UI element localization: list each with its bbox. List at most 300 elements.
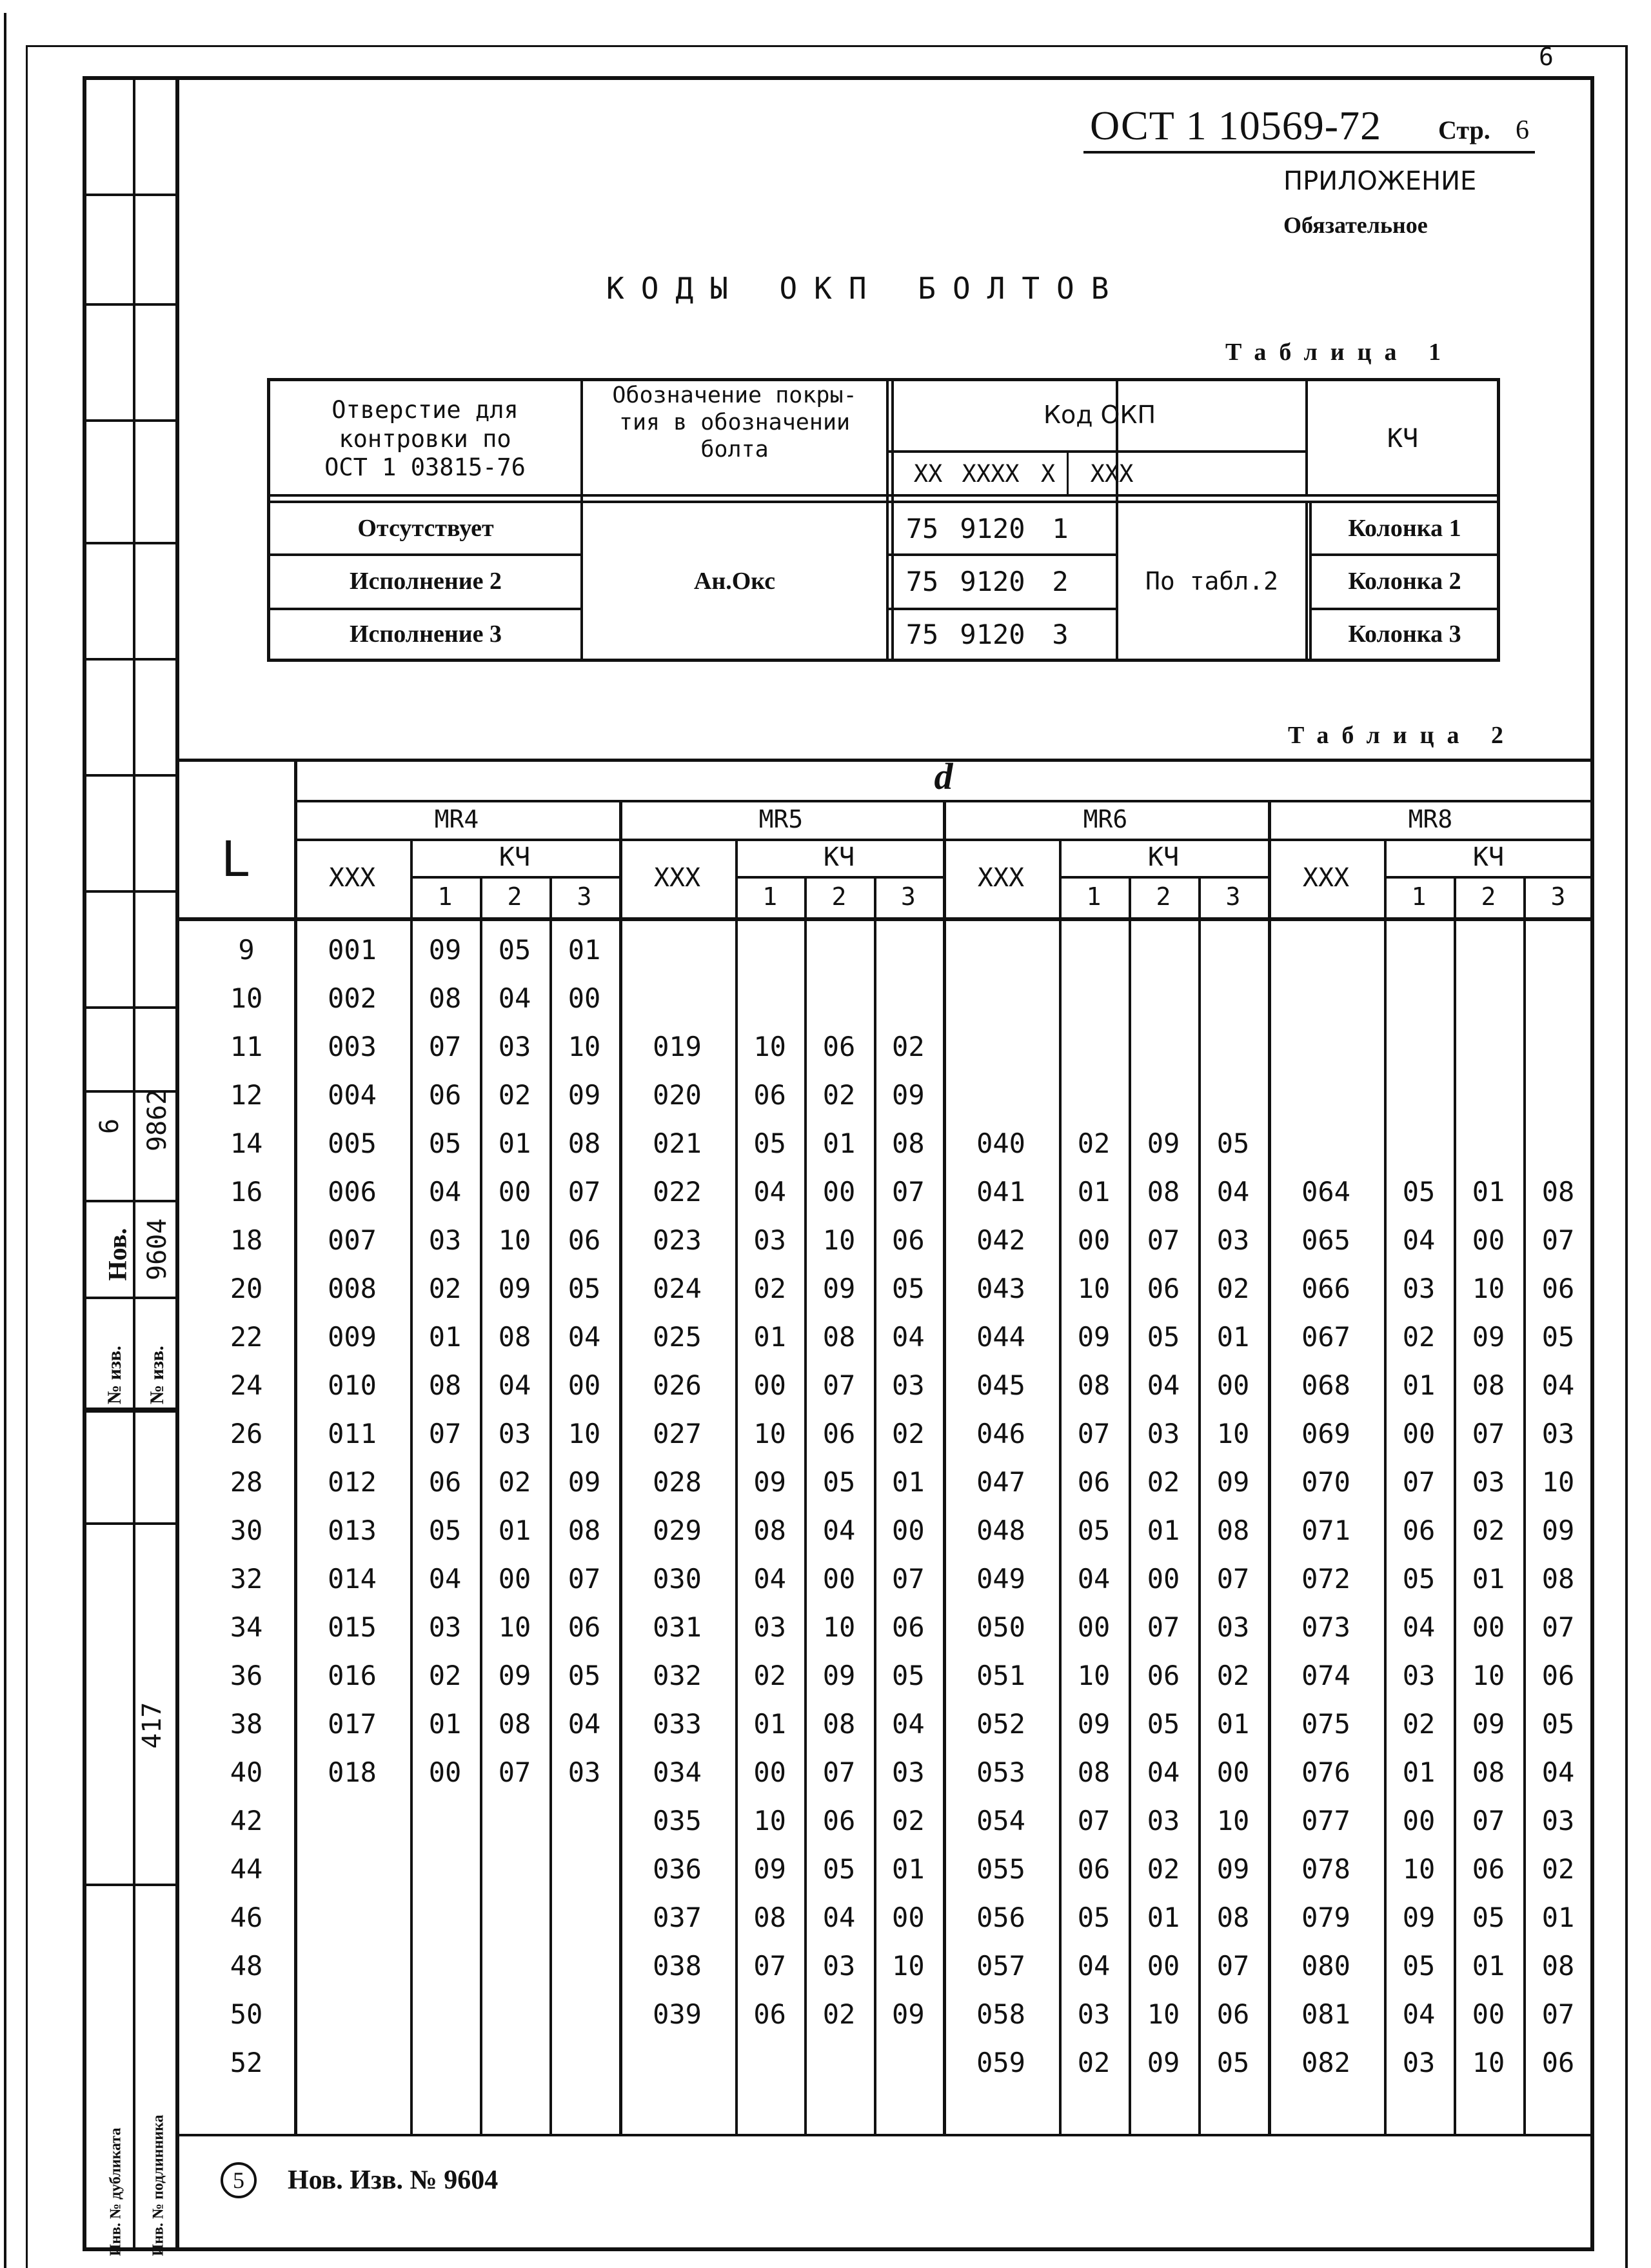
- t1-row3-code3: 3: [1052, 618, 1069, 650]
- t2-xxx-cell: 014: [328, 1562, 377, 1595]
- t2-kch-sep: [1198, 876, 1201, 2134]
- t1-row1-code2: 9120: [960, 512, 1025, 544]
- t2-l-cell: 42: [230, 1804, 263, 1836]
- t2-l-cell: 34: [230, 1611, 263, 1643]
- t2-l-cell: 46: [230, 1901, 263, 1933]
- t2-kch-col-label: 2: [831, 882, 847, 911]
- margin-tick: [83, 1884, 179, 1886]
- t2-l-cell: 30: [230, 1514, 263, 1546]
- t2-xxx-cell: 019: [653, 1030, 702, 1062]
- t2-kch-cell: 09: [1402, 1901, 1436, 1933]
- t2-l-cell: 9: [238, 933, 255, 966]
- t2-kch-cell: 02: [498, 1079, 531, 1111]
- t2-kch-cell: 10: [822, 1611, 856, 1643]
- t2-kch-cell: 02: [498, 1466, 531, 1498]
- t2-kch-cell: 01: [753, 1320, 786, 1353]
- t2-kch-cell: 10: [1216, 1804, 1250, 1836]
- t2-xxx-cell: 029: [653, 1514, 702, 1546]
- t2-kch-cell: 07: [1216, 1949, 1250, 1982]
- t2-kch-cell: 09: [498, 1272, 531, 1304]
- t1-head-okp: Код ОКП: [1043, 401, 1156, 430]
- frame-left-outer: [4, 13, 6, 2268]
- t2-kch-sep: [1523, 876, 1526, 2134]
- t2-kch-cell: 07: [1472, 1804, 1505, 1836]
- t2-kch-cell: 04: [1077, 1562, 1111, 1595]
- t2-kch-cell: 09: [428, 933, 462, 966]
- t2-l-cell: 36: [230, 1659, 263, 1691]
- t2-kch-cell: 00: [822, 1175, 856, 1208]
- t2-xxx-cell: 054: [976, 1804, 1025, 1836]
- t2-xxx-cell: 002: [328, 982, 377, 1014]
- t2-kch-cell: 08: [568, 1514, 601, 1546]
- t2-kch-cell: 00: [1216, 1756, 1250, 1788]
- table1-caption: Таблица 1: [1225, 339, 1454, 366]
- t2-l-cell: 26: [230, 1417, 263, 1449]
- t1-row1-hole: Отсутствует: [357, 515, 494, 542]
- t2-xxx-cell: 030: [653, 1562, 702, 1595]
- t2-kch-cell: 01: [1472, 1949, 1505, 1982]
- t2-kch-cell: 10: [1472, 2046, 1505, 2078]
- t2-xxx-cell: 069: [1301, 1417, 1350, 1449]
- doc-code: ОСТ 1 10569-72: [1090, 103, 1382, 148]
- frame-left-strip: [26, 45, 28, 2268]
- t2-group-label: MR6: [1083, 805, 1128, 833]
- t2-xxx-cell: 027: [653, 1417, 702, 1449]
- t2-xxx-cell: 026: [653, 1369, 702, 1401]
- t2-xxx-cell: 010: [328, 1369, 377, 1401]
- t2-kch-cell: 04: [892, 1320, 925, 1353]
- margin-tick: [83, 542, 179, 544]
- t2-xxx-cell: 015: [328, 1611, 377, 1643]
- t2-kch-cell: 01: [1147, 1514, 1180, 1546]
- t2-kch-cell: 04: [498, 982, 531, 1014]
- t2-kch-cell: 02: [753, 1272, 786, 1304]
- t2-kch-cell: 00: [1147, 1949, 1180, 1982]
- t2-kch-cell: 01: [1472, 1175, 1505, 1208]
- t2-kch-cell: 09: [498, 1659, 531, 1691]
- t2-kch-cell: 05: [1402, 1562, 1436, 1595]
- t2-xxx-cell: 011: [328, 1417, 377, 1449]
- t2-kch-cell: 04: [1402, 1611, 1436, 1643]
- margin-tick: [83, 774, 179, 777]
- t2-kch-cell: 10: [822, 1224, 856, 1256]
- margin-tick: [83, 303, 179, 306]
- t2-kch-cell: 07: [1147, 1611, 1180, 1643]
- t2-xxx-cell: 037: [653, 1901, 702, 1933]
- margin-izv-label-2: № изв.: [146, 1346, 168, 1404]
- t2-kch-cell: 05: [1402, 1175, 1436, 1208]
- t2-xxx-cell: 079: [1301, 1901, 1350, 1933]
- t2-kch-col-label: 1: [762, 882, 778, 911]
- t2-xxx-cell: 047: [976, 1466, 1025, 1498]
- t2-kch-cell: 01: [568, 933, 601, 966]
- t2-kch-label: КЧ: [1147, 842, 1180, 872]
- t2-kch-cell: 05: [822, 1466, 856, 1498]
- frame-top-outer: [26, 45, 1625, 47]
- t1-head-hole-line1: Отверстие для: [331, 396, 519, 424]
- t2-l-cell: 52: [230, 2046, 263, 2078]
- t2-kch-cell: 07: [1077, 1417, 1111, 1449]
- t2-kch-cell: 04: [822, 1514, 856, 1546]
- t2-kch-cell: 10: [1472, 1659, 1505, 1691]
- t2-kch-cell: 08: [498, 1707, 531, 1740]
- t2-xxx-cell: 052: [976, 1707, 1025, 1740]
- t2-l-cell: 16: [230, 1175, 263, 1208]
- t2-kch-cell: 01: [822, 1127, 856, 1159]
- t2-xxx-cell: 028: [653, 1466, 702, 1498]
- t2-kch-cell: 01: [892, 1466, 925, 1498]
- t2-kch-cell: 04: [1147, 1756, 1180, 1788]
- t2-xxx-cell: 072: [1301, 1562, 1350, 1595]
- t2-kch-cell: 03: [1147, 1804, 1180, 1836]
- t2-kch-cell: 01: [1077, 1175, 1111, 1208]
- t2-kch-cell: 02: [1077, 2046, 1111, 2078]
- t2-kch-cell: 07: [1541, 1998, 1575, 2030]
- t2-kch-cell: 00: [568, 982, 601, 1014]
- page-label: Стр.: [1438, 115, 1490, 144]
- margin-tick: [83, 194, 179, 196]
- t2-kch-cell: 08: [753, 1514, 786, 1546]
- t2-l-cell: 28: [230, 1466, 263, 1498]
- t2-l-cell: 11: [230, 1030, 263, 1062]
- t2-kch-cell: 06: [1147, 1659, 1180, 1691]
- t2-kch-cell: 00: [1147, 1562, 1180, 1595]
- footnote-text: Нов. Изв. № 9604: [288, 2165, 499, 2195]
- t1-row3-kch: Колонка 3: [1348, 621, 1461, 648]
- t2-kch-col-label: 1: [1411, 882, 1427, 911]
- t2-kch-sep: [1129, 876, 1131, 2134]
- t2-kch-cell: 05: [1402, 1949, 1436, 1982]
- t2-head-bottom: [175, 917, 1593, 921]
- t2-kch-col-label: 2: [507, 882, 522, 911]
- t2-kch-label: КЧ: [499, 842, 531, 872]
- t2-kch-cell: 03: [498, 1417, 531, 1449]
- t2-kch-cell: 04: [1541, 1756, 1575, 1788]
- t2-kch-cell: 08: [428, 1369, 462, 1401]
- t2-kch-cell: 05: [1541, 1320, 1575, 1353]
- t2-xxx-cell: 040: [976, 1127, 1025, 1159]
- t2-kch-cell: 07: [428, 1417, 462, 1449]
- t2-kch-cell: 01: [1216, 1707, 1250, 1740]
- t2-xxx-cell: 001: [328, 933, 377, 966]
- t2-kch-cell: 01: [1472, 1562, 1505, 1595]
- t2-kch-cell: 03: [892, 1369, 925, 1401]
- t2-kch-cell: 03: [1472, 1466, 1505, 1498]
- t2-kch-cell: 06: [428, 1466, 462, 1498]
- t2-kch-cell: 04: [822, 1901, 856, 1933]
- t2-kch-cell: 06: [892, 1224, 925, 1256]
- t2-xxx-cell: 053: [976, 1756, 1025, 1788]
- t2-kch-sep: [1454, 876, 1456, 2134]
- t2-kch-cell: 01: [753, 1707, 786, 1740]
- t2-kch-cell: 09: [1147, 1127, 1180, 1159]
- t1-row2-kch: Колонка 2: [1348, 568, 1461, 595]
- t2-l-cell: 48: [230, 1949, 263, 1982]
- t2-xxx-cell: 005: [328, 1127, 377, 1159]
- t2-kch-cell: 10: [753, 1804, 786, 1836]
- t2-kch-cell: 08: [498, 1320, 531, 1353]
- margin-tick: [83, 1297, 179, 1299]
- t2-kch-cell: 06: [568, 1611, 601, 1643]
- t2-kch-cell: 01: [498, 1514, 531, 1546]
- t2-kch-cell: 01: [892, 1853, 925, 1885]
- t2-kch-cell: 10: [498, 1611, 531, 1643]
- t2-xxx-cell: 024: [653, 1272, 702, 1304]
- t1-okp-part4: XXX: [1090, 459, 1134, 488]
- t2-l-cell: 22: [230, 1320, 263, 1353]
- t2-kch-cell: 10: [1216, 1417, 1250, 1449]
- margin-dubl: Инв. № дубликата: [107, 2127, 124, 2256]
- t2-kch-cell: 08: [1472, 1756, 1505, 1788]
- t1-head-coating-line1: Обозначение покры-: [612, 383, 857, 408]
- t2-xxx-cell: 020: [653, 1079, 702, 1111]
- mandatory-label: Обязательное: [1283, 212, 1428, 238]
- t2-kch-cell: 08: [568, 1127, 601, 1159]
- t2-kch-cell: 02: [822, 1998, 856, 2030]
- t2-l-cell: 50: [230, 1998, 263, 2030]
- t2-kch-cell: 00: [892, 1514, 925, 1546]
- t2-xxx-cell: 012: [328, 1466, 377, 1498]
- margin-podl: Инв. № подлинника: [150, 2114, 167, 2256]
- t2-kch-cell: 05: [1147, 1320, 1180, 1353]
- t2-kch-cell: 08: [892, 1127, 925, 1159]
- t2-xxx-label: XXX: [977, 863, 1025, 893]
- t2-kch-cell: 09: [892, 1079, 925, 1111]
- t1-row2-code: 75: [905, 565, 939, 597]
- t2-xxx-cell: 044: [976, 1320, 1025, 1353]
- t2-kch-col-label: 3: [1225, 882, 1241, 911]
- t2-kch-cell: 09: [1472, 1707, 1505, 1740]
- t2-xxx-cell: 025: [653, 1320, 702, 1353]
- t2-kch-cell: 09: [1077, 1707, 1111, 1740]
- margin-tick: [83, 419, 179, 422]
- t2-kch-cell: 00: [822, 1562, 856, 1595]
- t2-kch-cell: 00: [568, 1369, 601, 1401]
- t2-kch-cell: 02: [753, 1659, 786, 1691]
- t2-kch-cell: 01: [1216, 1320, 1250, 1353]
- t2-xxx-cell: 068: [1301, 1369, 1350, 1401]
- margin-tick: [83, 1200, 179, 1202]
- t2-kch-cell: 09: [822, 1659, 856, 1691]
- t2-kch-cell: 02: [428, 1659, 462, 1691]
- t1-head-hole-line2: контровки по: [339, 424, 511, 453]
- t2-kch-cell: 03: [1216, 1224, 1250, 1256]
- t2-xxx-cell: 064: [1301, 1175, 1350, 1208]
- t2-xxx-cell: 073: [1301, 1611, 1350, 1643]
- t2-kch-cell: 09: [1147, 2046, 1180, 2078]
- t2-kch-cell: 08: [753, 1901, 786, 1933]
- t2-xxx-cell: 057: [976, 1949, 1025, 1982]
- t2-kch-cell: 07: [892, 1562, 925, 1595]
- margin-izv-2: 9604: [143, 1218, 172, 1280]
- frame-bottom: [83, 2247, 1594, 2251]
- t2-kch-cell: 07: [428, 1030, 462, 1062]
- t2-kch-cell: 04: [498, 1369, 531, 1401]
- t2-kch-cell: 03: [1541, 1417, 1575, 1449]
- page-title: КОДЫ ОКП БОЛТОВ: [606, 271, 1126, 306]
- t2-kch-cell: 09: [1216, 1466, 1250, 1498]
- t1-head-hole: [273, 384, 577, 494]
- t2-kch-cell: 02: [1216, 1659, 1250, 1691]
- t2-kch-cell: 06: [892, 1611, 925, 1643]
- t2-kch-col-label: 3: [577, 882, 592, 911]
- t2-xxx-cell: 021: [653, 1127, 702, 1159]
- t2-kch-cell: 05: [498, 933, 531, 966]
- t1-head-hole-line3: ОСТ 1 03815-76: [324, 453, 526, 482]
- t2-kch-cell: 06: [822, 1030, 856, 1062]
- t2-body-bottom: [175, 2134, 1593, 2136]
- t2-kch-cell: 03: [753, 1224, 786, 1256]
- t2-xxx-cell: 049: [976, 1562, 1025, 1595]
- t2-kch-cell: 08: [822, 1707, 856, 1740]
- t2-kch-cell: 07: [498, 1756, 531, 1788]
- t2-l-cell: 24: [230, 1369, 263, 1401]
- t2-kch-cell: 00: [892, 1901, 925, 1933]
- t2-l-label: L: [221, 830, 249, 888]
- t2-kch-cell: 07: [1472, 1417, 1505, 1449]
- t2-kch-cell: 09: [1541, 1514, 1575, 1546]
- t2-kch-cell: 04: [1402, 1998, 1436, 2030]
- t2-kch-cell: 00: [1472, 1611, 1505, 1643]
- t2-kch-cell: 06: [568, 1224, 601, 1256]
- t2-kch-cell: 08: [1541, 1562, 1575, 1595]
- t2-kch-cell: 01: [428, 1320, 462, 1353]
- t2-kch-cell: 01: [428, 1707, 462, 1740]
- t2-xxx-cell: 066: [1301, 1272, 1350, 1304]
- t2-kch-cell: 06: [822, 1804, 856, 1836]
- t2-kch-cell: 04: [753, 1562, 786, 1595]
- t1-row3-hole: Исполнение 3: [349, 621, 502, 648]
- t2-xxx-cell: 082: [1301, 2046, 1350, 2078]
- t2-xxx-cell: 007: [328, 1224, 377, 1256]
- t2-xxx-cell: 009: [328, 1320, 377, 1353]
- t1-head-coating: [586, 382, 884, 492]
- t2-kch-cell: 07: [1541, 1224, 1575, 1256]
- t2-l-cell: 18: [230, 1224, 263, 1256]
- t2-kch-cell: 02: [1402, 1320, 1436, 1353]
- t2-kch-cell: 04: [568, 1707, 601, 1740]
- t2-kch-cell: 08: [1147, 1175, 1180, 1208]
- t2-kch-cell: 10: [568, 1030, 601, 1062]
- t2-kch-cell: 02: [892, 1804, 925, 1836]
- t1-row1-code: 75: [905, 512, 939, 544]
- t2-xxx-cell: 081: [1301, 1998, 1350, 2030]
- t2-kch-cell: 08: [1541, 1949, 1575, 1982]
- revision-mark: 5: [221, 2162, 257, 2198]
- t2-kch-col-label: 1: [1086, 882, 1102, 911]
- t2-kch-cell: 07: [753, 1949, 786, 1982]
- t2-xxx-label: XXX: [653, 863, 701, 893]
- t2-kch-cell: 00: [1472, 1224, 1505, 1256]
- table2-caption: Таблица 2: [1288, 722, 1517, 749]
- t2-kch-cell: 09: [1077, 1320, 1111, 1353]
- t2-xxx-cell: 078: [1301, 1853, 1350, 1885]
- t1-row3-code: 75: [905, 618, 939, 650]
- t2-kch-cell: 06: [753, 1998, 786, 2030]
- t2-kch-cell: 05: [1216, 1127, 1250, 1159]
- t2-kch-cell: 10: [568, 1417, 601, 1449]
- t2-kch-cell: 03: [498, 1030, 531, 1062]
- t1-coating-value: Ан.Окс: [693, 568, 776, 595]
- t2-kch-cell: 00: [1077, 1611, 1111, 1643]
- t2-kch-cell: 07: [1077, 1804, 1111, 1836]
- margin-border-2: [133, 76, 135, 2251]
- t2-kch-cell: 03: [1402, 1659, 1436, 1691]
- t2-kch-cell: 08: [428, 982, 462, 1014]
- t2-kch-cell: 03: [753, 1611, 786, 1643]
- t2-xxx-cell: 016: [328, 1659, 377, 1691]
- t2-kch-cell: 05: [892, 1272, 925, 1304]
- t2-kch-cell: 04: [1077, 1949, 1111, 1982]
- t2-xxx-cell: 058: [976, 1998, 1025, 2030]
- t2-kch-cell: 05: [1077, 1514, 1111, 1546]
- t2-kch-cell: 00: [498, 1562, 531, 1595]
- t2-kch-cell: 07: [1402, 1466, 1436, 1498]
- t1-row2-code2: 9120: [960, 565, 1025, 597]
- t2-kch-cell: 03: [568, 1756, 601, 1788]
- t2-xxx-cell: 056: [976, 1901, 1025, 1933]
- t2-kch-cell: 07: [568, 1562, 601, 1595]
- t2-kch-cell: 10: [1077, 1272, 1111, 1304]
- frame-top: [83, 76, 1594, 80]
- margin-thick: [83, 1408, 179, 1413]
- margin-tick: [83, 1522, 179, 1525]
- t2-l-cell: 40: [230, 1756, 263, 1788]
- page-value: 6: [1516, 115, 1529, 145]
- t2-l-cell: 32: [230, 1562, 263, 1595]
- t2-kch-cell: 00: [1472, 1998, 1505, 2030]
- t1-head-coating-line3: болта: [700, 437, 769, 463]
- t2-kch-cell: 03: [428, 1611, 462, 1643]
- appendix-label: ПРИЛОЖЕНИЕ: [1283, 166, 1477, 196]
- t2-kch-cell: 04: [428, 1175, 462, 1208]
- t1-okp-part3: X: [1040, 459, 1056, 488]
- t2-kch-cell: 10: [1077, 1659, 1111, 1691]
- t2-kch-cell: 08: [822, 1320, 856, 1353]
- page-number: 6: [1539, 43, 1554, 71]
- t2-kch-cell: 09: [822, 1272, 856, 1304]
- t2-xxx-cell: 032: [653, 1659, 702, 1691]
- t2-kch-cell: 09: [753, 1853, 786, 1885]
- t2-xxx-cell: 041: [976, 1175, 1025, 1208]
- t2-kch-cell: 09: [753, 1466, 786, 1498]
- t2-kch-cell: 06: [1541, 1659, 1575, 1691]
- t2-kch-col-label: 2: [1156, 882, 1171, 911]
- t2-kch-cell: 03: [428, 1224, 462, 1256]
- t2-kch-cell: 05: [568, 1659, 601, 1691]
- t2-kch-cell: 02: [1402, 1707, 1436, 1740]
- t2-kch-cell: 09: [568, 1466, 601, 1498]
- t2-kch-col-label: 1: [437, 882, 453, 911]
- t2-kch-cell: 06: [1402, 1514, 1436, 1546]
- t2-kch-cell: 03: [1147, 1417, 1180, 1449]
- t2-xxx-cell: 077: [1301, 1804, 1350, 1836]
- t2-kch-cell: 05: [1147, 1707, 1180, 1740]
- t2-kch-cell: 10: [753, 1030, 786, 1062]
- t2-kch-cell: 05: [568, 1272, 601, 1304]
- t2-xxx-label: XXX: [328, 863, 376, 893]
- t2-kch-cell: 10: [1472, 1272, 1505, 1304]
- t2-left-top: [175, 759, 298, 762]
- t2-kch-cell: 08: [1077, 1756, 1111, 1788]
- t1-okp-part1: XX: [913, 459, 943, 488]
- t2-xxx-cell: 045: [976, 1369, 1025, 1401]
- t2-kch-cell: 02: [892, 1417, 925, 1449]
- t2-kch-cell: 01: [1541, 1901, 1575, 1933]
- t2-kch-cell: 08: [1472, 1369, 1505, 1401]
- t2-kch-cell: 00: [428, 1756, 462, 1788]
- t2-xxx-cell: 048: [976, 1514, 1025, 1546]
